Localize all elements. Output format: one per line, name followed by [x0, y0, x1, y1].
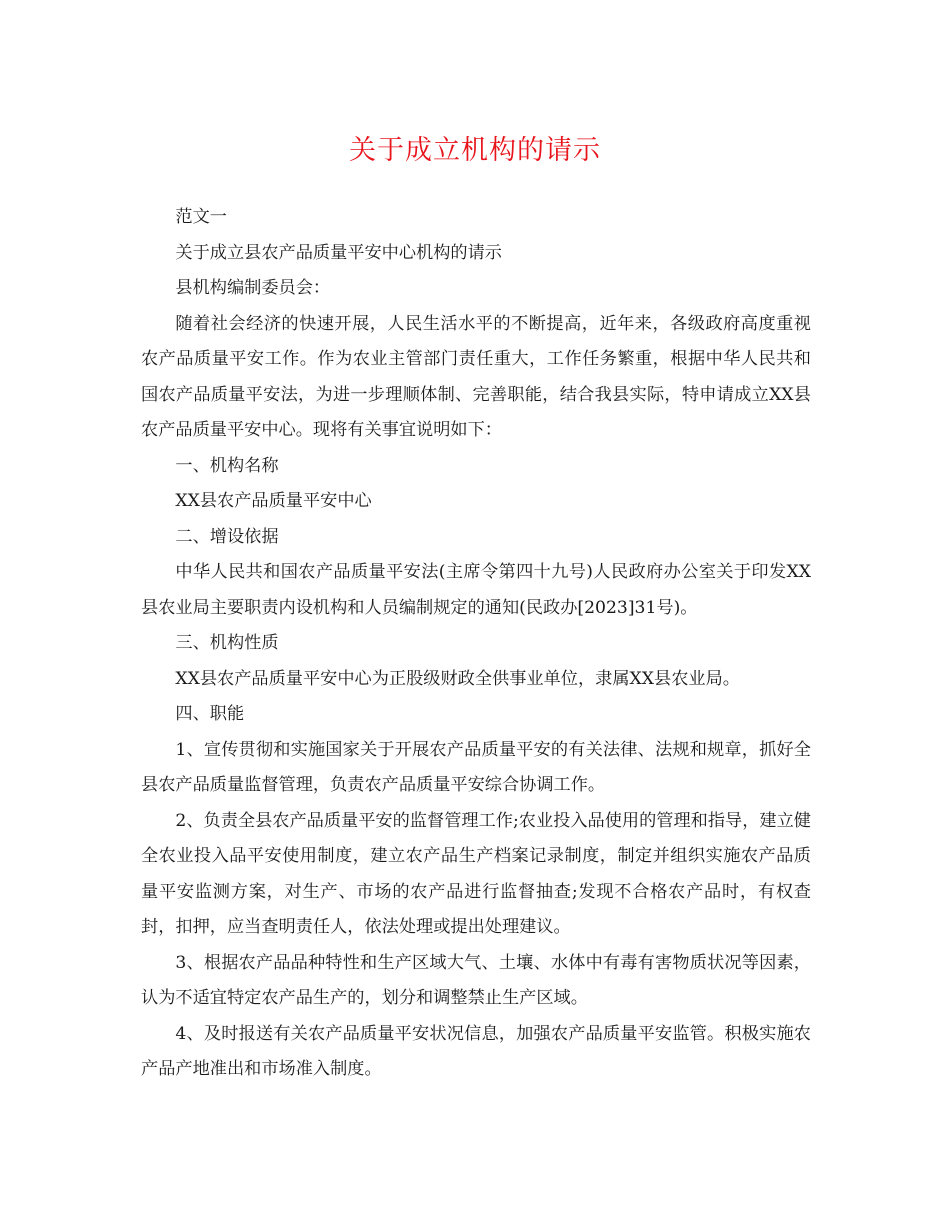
paragraph-sample-label: 范文一 — [175, 207, 227, 227]
paragraph-subject: 关于成立县农产品质量平安中心机构的请示 — [175, 242, 502, 263]
section-heading-name: 一、机构名称 — [175, 455, 279, 476]
paragraph-intro: 随着社会经济的快速开展，人民生活水平的不断提高，近年来，各级政府高度重视农产品质量平安工作。作为农业主管部门责任重大，工作任务繁重，根据中华人民共和国农产品质量平安法，为进一步理顺体制、完善职能，结合我县实际，特申请成立XX县农产品质量平安中心。现将有关事宜说明如下： — [141, 313, 811, 440]
paragraph-recipient: 县机构编制委员会： — [175, 278, 331, 298]
paragraph-basis: 中华人民共和国农产品质量平安法(主席令第四十九号)人民政府办公室关于印发XX县农业局主要职责内设机构和人员编制规定的通知(民政办[2023]31号)。 — [141, 562, 811, 618]
document-body — [141, 200, 811, 1088]
section-heading-basis: 二、增设依据 — [175, 526, 279, 547]
paragraph-duty-4: 4、及时报送有关农产品质量平安状况信息，加强农产品质量平安监管。积极实施农产品产地准出和市场准入制度。 — [141, 1023, 811, 1079]
section-heading-nature: 三、机构性质 — [175, 633, 279, 653]
paragraph-duty-2: 2、负责全县农产品质量平安的监督管理工作;农业投入品使用的管理和指导，建立健全农业投入品平安使用制度，建立农产品生产档案记录制度，制定并组织实施农产品质量平安监测方案，对生产、市场的农产品进行监督抽查;发现不合格农产品时，有权查封，扣押，应当查明责任人，依法处理或提出处理建议。 — [141, 810, 811, 937]
paragraph-org-name: XX县农产品质量平安中心 — [175, 491, 372, 511]
paragraph-duty-3: 3、根据农产品品种特性和生产区域大气、土壤、水体中有毒有害物质状况等因素，认为不适宜特定农产品生产的，划分和调整禁止生产区域。 — [141, 952, 811, 1008]
paragraph-nature: XX县农产品质量平安中心为正股级财政全供事业单位，隶属XX县农业局。 — [175, 668, 740, 689]
paragraph-duty-1: 1、宣传贯彻和实施国家关于开展农产品质量平安的有关法律、法规和规章，抓好全县农产品质量监督管理，负责农产品质量平安综合协调工作。 — [141, 739, 811, 795]
section-heading-duties: 四、职能 — [175, 704, 245, 724]
document-title: 关于成立机构的请示 — [349, 135, 601, 166]
